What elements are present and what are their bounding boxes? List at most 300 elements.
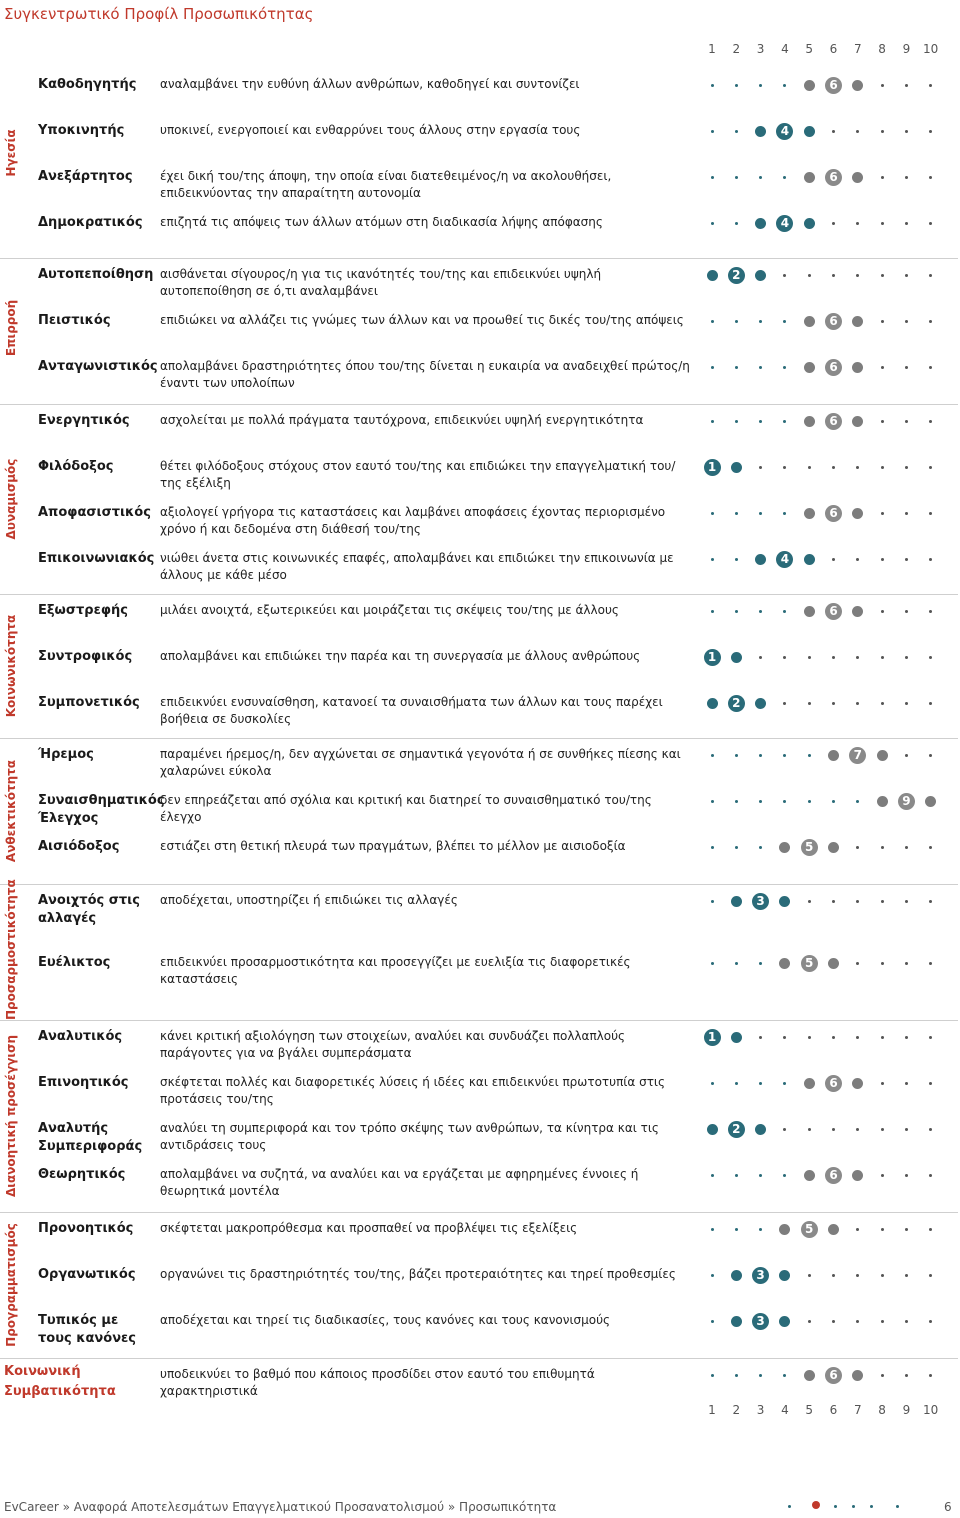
score-neighbor-dot [779,1270,790,1281]
score-marker: 2 [728,267,745,284]
scale-dot [856,900,859,903]
scale-dot [783,466,786,469]
scale-dot [881,1082,884,1085]
trait-row [0,694,960,734]
score-scale [700,1028,956,1046]
trait-description: παραμένει ήρεμος/η, δεν αγχώνεται σε σημαντικά γεγονότα ή σε συνθήκες πίεσης και χαλαρώνει εύκολα [160,747,681,778]
trait-description: επιδεικνύει ενσυναίσθηση, κατανοεί τα συναισθήματα των άλλων και τους παρέχει βοήθεια σε δυσκολίες [160,695,663,726]
scale-dot [808,900,811,903]
scale-dot [759,420,762,423]
score-neighbor-dot [804,1170,815,1181]
group-divider [0,884,958,885]
scale-dot [929,176,932,179]
score-marker: 6 [825,1167,842,1184]
score-scale [700,602,956,620]
scale-dot [929,846,932,849]
scale-dot [783,420,786,423]
trait-description: υποκινεί, ενεργοποιεί και ενθαρρύνει τους άλλους στην εργασία τους [160,123,581,137]
scale-dot [711,1320,714,1323]
score-scale [700,358,956,376]
trait-description: ασχολείται με πολλά πράγματα ταυτόχρονα, επιδεικνύει υψηλή ενεργητικότητα [160,413,644,427]
score-neighbor-dot [804,126,815,137]
scale-dot [856,130,859,133]
scale-dot [929,84,932,87]
score-neighbor-dot [877,750,888,761]
trait-name: Αναλυτικός [38,1029,123,1044]
scale-dot [711,900,714,903]
scale-dot [881,512,884,515]
trait-name: Συντροφικός [38,649,133,664]
scale-dot [832,222,835,225]
scale-dot [881,1128,884,1131]
scale-dot [929,320,932,323]
scale-dot [929,1274,932,1277]
scale-dot [856,1128,859,1131]
scale-dot [881,466,884,469]
scale-dot [832,1274,835,1277]
trait-row [0,838,960,878]
scale-dot [905,1374,908,1377]
scale-dot [783,800,786,803]
scale-dot [759,1082,762,1085]
scale-dot [856,702,859,705]
scale-dot [783,274,786,277]
scale-dot [905,366,908,369]
trait-description: σκέφτεται πολλές και διαφορετικές λύσεις ή ιδέες και επιδεικνύει πρωτοτυπία στις προτάσεις του/της [160,1075,666,1106]
scale-dot [881,900,884,903]
footer-dot [812,1501,820,1509]
score-marker: 5 [801,1221,818,1238]
score-neighbor-dot [925,796,936,807]
scale-dot [735,1082,738,1085]
score-scale [700,550,956,568]
scale-dot [929,274,932,277]
trait-description: αναλύει τη συμπεριφορά και τον τρόπο σκέψης των ανθρώπων, τα κίνητρα και τις αντιδράσεις τους [160,1121,659,1152]
scale-dot [783,1174,786,1177]
score-neighbor-dot [731,652,742,663]
scale-label: 10 [923,42,939,56]
scale-label: 8 [878,42,886,56]
trait-row [0,76,960,116]
score-neighbor-dot [852,362,863,373]
trait-row [0,1220,960,1260]
scale-dot [711,84,714,87]
scale-dot [808,702,811,705]
score-neighbor-dot [755,698,766,709]
footer-dot [788,1505,791,1508]
group-label-line: Κοινωνική [4,1364,81,1379]
scale-label: 1 [708,1403,716,1417]
score-neighbor-dot [852,316,863,327]
scale-dot [783,366,786,369]
trait-row [0,892,960,932]
scale-dot [711,420,714,423]
scale-dot [929,130,932,133]
scale-dot [929,558,932,561]
score-scale [700,214,956,232]
scale-dot [711,512,714,515]
trait-name: Δημοκρατικός [38,215,143,230]
scale-dot [929,702,932,705]
group-label: Επιρροή [4,299,18,357]
trait-name: Συναισθηματικός Έλεγχος [38,793,165,826]
trait-group [0,258,960,398]
trait-description: επιδιώκει να αλλάζει τις γνώμες των άλλων και να προωθεί τις δικές του/της απόψεις [160,313,684,327]
score-neighbor-dot [707,1124,718,1135]
trait-name: Ανταγωνιστικός [38,359,158,374]
trait-group [0,594,960,738]
scale-dot [711,962,714,965]
score-neighbor-dot [828,750,839,761]
scale-dot [929,754,932,757]
score-scale [700,792,956,810]
score-marker: 2 [728,695,745,712]
scale-dot [783,512,786,515]
score-marker: 6 [825,413,842,430]
trait-group [0,404,960,594]
scale-dot [881,962,884,965]
scale-label: 8 [878,1403,886,1417]
scale-dot [881,1174,884,1177]
scale-dot [929,1374,932,1377]
score-neighbor-dot [731,1316,742,1327]
scale-dot [735,754,738,757]
scale-dot [735,1174,738,1177]
trait-name: Αναλυτής Συμπεριφοράς [38,1121,143,1154]
scale-dot [905,274,908,277]
scale-dot [905,962,908,965]
scale-dot [929,1320,932,1323]
trait-row [0,1120,960,1160]
score-scale [700,838,956,856]
trait-name: Ανοιχτός στις αλλαγές [38,893,140,926]
score-neighbor-dot [804,606,815,617]
trait-name: Ευέλικτος [38,955,111,970]
score-scale [700,458,956,476]
score-neighbor-dot [755,218,766,229]
trait-description: απολαμβάνει δραστηριότητες όπου του/της δίνεται η ευκαιρία να αναδειχθεί πρώτος/η έναντι των υπολοίπων [160,359,690,390]
score-neighbor-dot [852,172,863,183]
trait-row [0,412,960,452]
score-neighbor-dot [755,270,766,281]
score-scale [700,1266,956,1284]
scale-dot [735,800,738,803]
trait-name: Προνοητικός [38,1221,134,1236]
scale-dot [905,1036,908,1039]
scale-dot [735,84,738,87]
score-neighbor-dot [877,796,888,807]
trait-row [0,266,960,306]
score-marker: 1 [704,649,721,666]
score-marker: 5 [801,839,818,856]
scale-label: 4 [781,1403,789,1417]
scale-dot [832,558,835,561]
scale-dot [856,1274,859,1277]
score-marker: 3 [752,1267,769,1284]
scale-dot [881,366,884,369]
scale-dot [735,962,738,965]
group-divider [0,738,958,739]
trait-name: Ενεργητικός [38,413,130,428]
trait-row [0,602,960,642]
scale-dot [735,176,738,179]
scale-dot [759,1174,762,1177]
score-scale [700,76,956,94]
scale-dot [735,320,738,323]
scale-dot [881,1320,884,1323]
score-neighbor-dot [731,1270,742,1281]
trait-description: θέτει φιλόδοξους στόχους στον εαυτό του/της και επιδιώκει την επαγγελματική του/της εξέλιξη [160,459,676,490]
scale-dot [881,1274,884,1277]
scale-dot [783,1374,786,1377]
scale-dot [929,1228,932,1231]
score-neighbor-dot [852,508,863,519]
score-neighbor-dot [804,172,815,183]
scale-dot [759,466,762,469]
trait-description: επιζητά τις απόψεις των άλλων ατόμων στη διαδικασία λήψης απόφασης [160,215,603,229]
group-label: Δυναμισμός [4,458,18,540]
footer-dot [870,1505,873,1508]
scale-dot [711,1374,714,1377]
trait-name: Υποκινητής [38,123,125,138]
scale-dot [929,1174,932,1177]
scale-dot [735,130,738,133]
score-scale [700,312,956,330]
scale-dot [856,1320,859,1323]
trait-name: Πειστικός [38,313,111,328]
scale-dot [905,900,908,903]
scale-dot [783,1036,786,1039]
score-marker: 2 [728,1121,745,1138]
trait-name: Φιλόδοξος [38,459,114,474]
trait-name: Οργανωτικός [38,1267,136,1282]
scale-header-top [700,42,956,58]
scale-dot [856,800,859,803]
score-scale [700,892,956,910]
page-number: 6 [944,1500,952,1514]
scale-dot [856,222,859,225]
scale-dot [856,846,859,849]
scale-dot [759,754,762,757]
page-title: Συγκεντρωτικό Προφίλ Προσωπικότητας [4,5,314,23]
scale-dot [759,962,762,965]
trait-description: κάνει κριτική αξιολόγηση των στοιχείων, αναλύει και συνδυάζει πολλαπλούς παράγοντες για να βγάλει συμπεράσματα [160,1029,626,1060]
scale-dot [711,558,714,561]
score-scale [700,168,956,186]
trait-name: Θεωρητικός [38,1167,126,1182]
scale-label: 4 [781,42,789,56]
trait-row [0,746,960,786]
scale-dot [881,656,884,659]
scale-dot [905,512,908,515]
scale-dot [905,656,908,659]
score-scale [700,1166,956,1184]
scale-dot [711,1082,714,1085]
trait-description: υποδεικνύει το βαθμό που κάποιος προσδίδει στον εαυτό του επιθυμητά χαρακτηριστικά [160,1367,595,1398]
scale-dot [711,1228,714,1231]
trait-group [0,68,960,238]
score-marker: 4 [776,551,793,568]
score-neighbor-dot [804,554,815,565]
scale-dot [881,176,884,179]
scale-dot [735,610,738,613]
scale-dot [905,320,908,323]
trait-description: νιώθει άνετα στις κοινωνικές επαφές, απολαμβάνει και επιδιώκει την επικοινωνία με άλλους με κάθε μέσο [160,551,674,582]
scale-dot [929,962,932,965]
scale-dot [783,702,786,705]
scale-dot [759,512,762,515]
scale-dot [905,222,908,225]
scale-dot [711,754,714,757]
score-neighbor-dot [828,958,839,969]
scale-dot [856,1228,859,1231]
scale-dot [808,754,811,757]
scale-dot [832,130,835,133]
scale-dot [783,656,786,659]
scale-dot [856,274,859,277]
trait-row [0,648,960,688]
scale-dot [905,1174,908,1177]
footer-dot [896,1505,899,1508]
scale-dot [759,176,762,179]
footer-dot [834,1505,837,1508]
score-neighbor-dot [804,508,815,519]
scale-dot [783,320,786,323]
trait-group [0,879,960,1020]
score-marker: 6 [825,1075,842,1092]
trait-description: μιλάει ανοιχτά, εξωτερικεύει και μοιράζεται τις σκέψεις του/της με άλλους [160,603,619,617]
scale-dot [881,1374,884,1377]
score-neighbor-dot [707,698,718,709]
trait-name: Τυπικός με τους κανόνες [38,1313,136,1346]
scale-dot [929,900,932,903]
scale-dot [711,222,714,225]
trait-name: Αισιόδοξος [38,839,120,854]
scale-dot [735,1374,738,1377]
group-divider [0,594,958,595]
score-scale [700,746,956,764]
group-label: Προσαρμοστικότητα [4,879,18,1020]
scale-label: 6 [829,42,838,56]
scale-dot [808,466,811,469]
scale-label: 3 [756,42,765,56]
trait-description: αισθάνεται σίγουρος/η για τις ικανότητές του/της και επιδεικνύει υψηλή αυτοπεποίθηση σε ό,τι αναλαμβάνει [160,267,602,298]
scale-dot [808,1128,811,1131]
trait-row [0,214,960,254]
trait-description: απολαμβάνει και επιδιώκει την παρέα και τη συνεργασία με άλλους ανθρώπους [160,649,641,663]
scale-dot [759,320,762,323]
scale-dot [735,420,738,423]
score-marker: 3 [752,893,769,910]
score-neighbor-dot [828,1224,839,1235]
trait-description: αποδέχεται και τηρεί τις διαδικασίες, τους κανόνες και τους κανονισμούς [160,1313,611,1327]
scale-dot [759,846,762,849]
scale-dot [929,656,932,659]
scale-dot [711,130,714,133]
score-neighbor-dot [852,1370,863,1381]
scale-label: 3 [756,1403,765,1417]
score-marker: 6 [825,359,842,376]
score-marker: 6 [825,169,842,186]
trait-name: Συμπονετικός [38,695,140,710]
score-scale [700,694,956,712]
scale-dot [905,754,908,757]
score-marker: 6 [825,1367,842,1384]
score-marker: 3 [752,1313,769,1330]
score-neighbor-dot [852,80,863,91]
trait-group [0,738,960,884]
trait-row [0,1028,960,1068]
trait-row [0,312,960,352]
scale-dot [881,1036,884,1039]
trait-row [0,504,960,544]
score-neighbor-dot [804,218,815,229]
score-marker: 6 [825,603,842,620]
score-neighbor-dot [804,416,815,427]
scale-dot [881,84,884,87]
score-marker: 1 [704,1029,721,1046]
scale-dot [905,1128,908,1131]
group-label: Διανοητική προσέγγιση [4,1035,18,1198]
scale-dot [735,558,738,561]
trait-row [0,358,960,398]
group-divider [0,1358,958,1359]
scale-dot [881,702,884,705]
score-neighbor-dot [707,270,718,281]
trait-description: απολαμβάνει να συζητά, να αναλύει και να εργάζεται με αφηρημένες έννοιες ή θεωρητικά μοντέλα [160,1167,639,1198]
score-marker: 6 [825,505,842,522]
group-divider [0,1212,958,1213]
scale-dot [735,846,738,849]
scale-dot [905,1320,908,1323]
scale-dot [759,1036,762,1039]
footer-dots [784,1500,914,1514]
scale-dot [832,1128,835,1131]
scale-dot [735,366,738,369]
score-neighbor-dot [804,316,815,327]
score-scale [700,1074,956,1092]
score-marker: 9 [898,793,915,810]
scale-dot [881,1228,884,1231]
score-neighbor-dot [852,606,863,617]
scale-dot [808,274,811,277]
score-marker: 6 [825,313,842,330]
score-marker: 4 [776,215,793,232]
scale-dot [905,130,908,133]
scale-dot [711,800,714,803]
scale-label: 5 [805,42,813,56]
score-neighbor-dot [731,462,742,473]
score-scale [700,504,956,522]
score-scale [700,1312,956,1330]
trait-description: αποδέχεται, υποστηρίζει ή επιδιώκει τις αλλαγές [160,893,458,907]
scale-dot [881,558,884,561]
group-divider [0,1020,958,1021]
group-divider [0,404,958,405]
trait-row [0,1266,960,1306]
group-label: Κοινωνικότητα [4,614,18,718]
scale-label: 7 [853,42,862,56]
trait-row [0,458,960,498]
group-divider [0,258,958,259]
scale-label: 9 [902,1403,911,1417]
scale-dot [832,702,835,705]
trait-name: Επικοινωνιακός [38,551,155,566]
trait-description: έχει δική του/της άποψη, την οποία είναι διατεθειμένος/η να ακολουθήσει, επιδεικνύοντας την απαραίτητη αυτονομία [160,169,612,200]
trait-description: δεν επηρεάζεται από σχόλια και κριτική και διατηρεί το συναισθηματικό του/της έλεγχο [160,793,652,824]
trait-name: Ανεξάρτητος [38,169,133,184]
scale-dot [856,558,859,561]
